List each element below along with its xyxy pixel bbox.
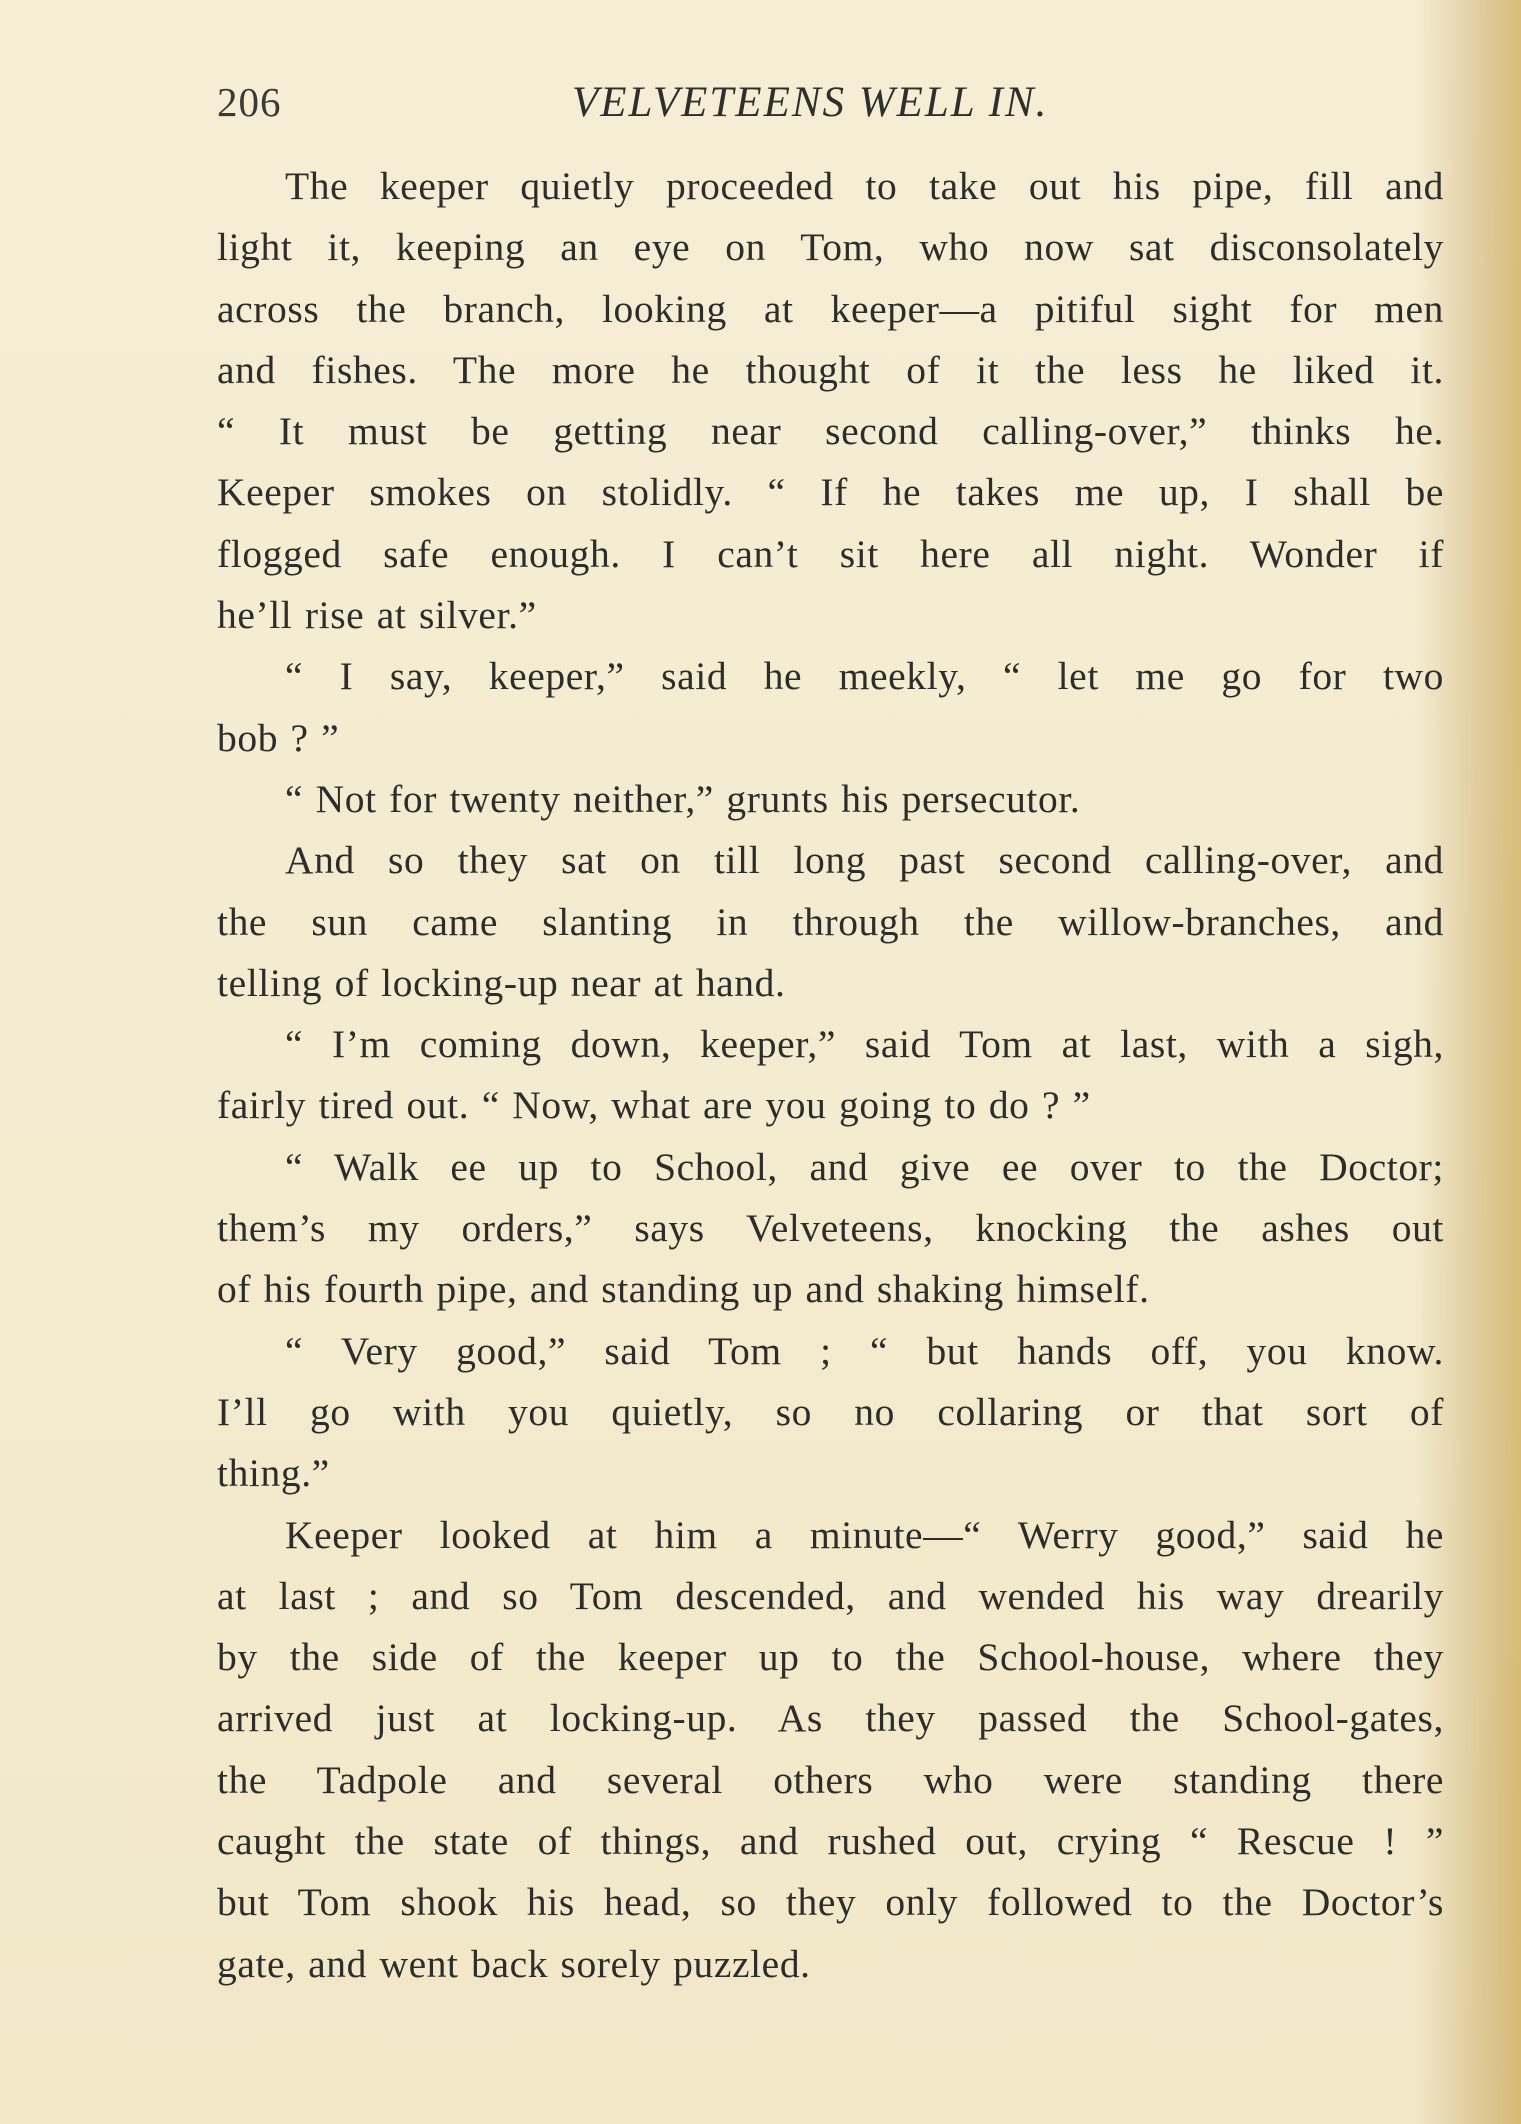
text-line: them’s my orders,” says Velveteens, knocking the ashes out <box>217 1206 1444 1251</box>
page-number: 206 <box>217 79 282 125</box>
body-text <box>217 156 1444 1995</box>
text-line: gate, and went back sorely puzzled. <box>217 1941 811 1986</box>
running-title: VELVETEENS WELL IN. <box>572 79 1049 126</box>
text-line: The keeper quietly proceeded to take out his pipe, fill and <box>285 164 1444 208</box>
text-line: telling of locking-up near at hand. <box>217 960 786 1005</box>
text-line: “ It must be getting near second calling-over,” thinks he. <box>217 409 1444 454</box>
text-line: “ Not for twenty neither,” grunts his persecutor. <box>285 776 1081 821</box>
text-line: And so they sat on till long past second calling-over, and <box>285 838 1444 883</box>
text-line: he’ll rise at silver.” <box>217 593 537 638</box>
text-line: the sun came slanting in through the willow-branches, and <box>217 899 1444 944</box>
text-line: Keeper smokes on stolidly. “ If he takes me up, I shall be <box>217 470 1444 515</box>
page-header <box>217 78 1444 138</box>
text-line: I’ll go with you quietly, so no collaring or that sort of <box>217 1389 1444 1434</box>
text-line: flogged safe enough. I can’t sit here all night. Wonder if <box>217 531 1444 576</box>
text-line: of his fourth pipe, and standing up and shaking himself. <box>217 1267 1150 1312</box>
text-line: Keeper looked at him a minute—“ Werry good,” said he <box>285 1512 1444 1557</box>
text-line: caught the state of things, and rushed out, crying “ Rescue ! ” <box>217 1819 1444 1864</box>
text-line: arrived just at locking-up. As they passed the School-gates, <box>217 1696 1444 1741</box>
text-line: at last ; and so Tom descended, and wended his way drearily <box>217 1573 1444 1618</box>
text-line: “ I say, keeper,” said he meekly, “ let me go for two <box>285 654 1444 699</box>
text-line: the Tadpole and several others who were standing there <box>217 1757 1444 1802</box>
text-line: “ Walk ee up to School, and give ee over to the Doctor; <box>285 1144 1444 1189</box>
text-line: but Tom shook his head, so they only followed to the Doctor’s <box>217 1880 1444 1925</box>
text-line: “ Very good,” said Tom ; “ but hands off, you know. <box>285 1328 1444 1373</box>
text-line: thing.” <box>217 1451 330 1496</box>
text-line: and fishes. The more he thought of it the less he liked it. <box>217 347 1444 392</box>
text-line: light it, keeping an eye on Tom, who now sat disconsolately <box>217 225 1444 270</box>
text-line: across the branch, looking at keeper—a pitiful sight for men <box>217 286 1444 331</box>
text-line: bob ? ” <box>217 715 340 760</box>
text-line: fairly tired out. “ Now, what are you going to do ? ” <box>217 1083 1091 1128</box>
text-line: “ I’m coming down, keeper,” said Tom at last, with a sigh, <box>285 1022 1444 1067</box>
text-line: by the side of the keeper up to the School-house, where they <box>217 1635 1444 1680</box>
